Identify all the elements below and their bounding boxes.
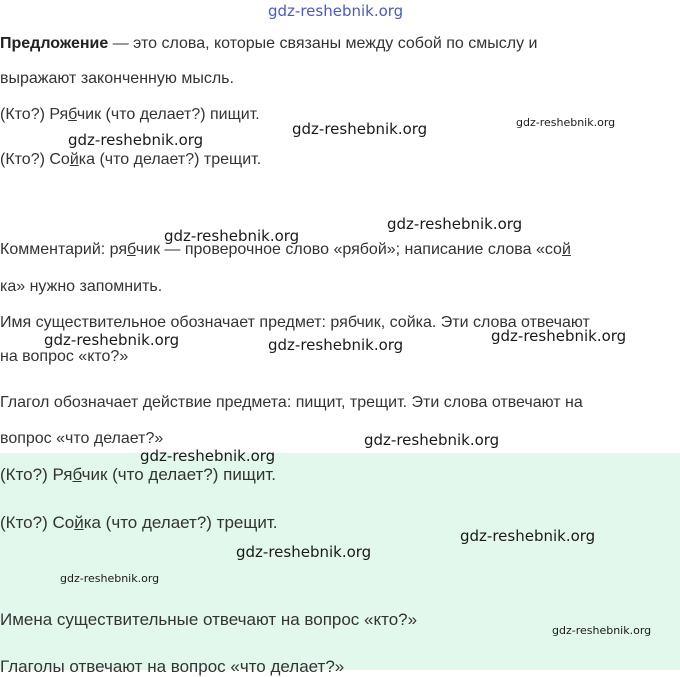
verb-paragraph-line-1: Глагол обозначает действие предмета: пищит, трещит. Эти слова отвечают на <box>0 394 583 411</box>
underlined-letter: й <box>74 513 84 532</box>
underlined-letter: й <box>69 151 79 168</box>
watermark: gdz-reshebnik.org <box>364 431 500 449</box>
watermark: gdz-reshebnik.org <box>460 527 596 545</box>
watermark: gdz-reshebnik.org <box>140 447 276 465</box>
answer-text: ка (что делает?) трещит. <box>83 513 278 532</box>
watermark: gdz-reshebnik.org <box>516 116 616 129</box>
term-sentence: Предложение <box>0 35 109 52</box>
noun-paragraph-line-1: Имя существительное обозначает предмет: рябчик, сойка. Эти слова отвечают <box>0 314 590 331</box>
underlined-letter: б <box>68 106 77 123</box>
underlined-letter: б <box>72 465 82 484</box>
answer-text: чик (что делает?) пищит. <box>81 465 276 484</box>
underlined-letter: б <box>127 241 136 258</box>
watermark: gdz-reshebnik.org <box>268 336 404 354</box>
comment-line-2: ка» нужно запомнить. <box>0 278 163 295</box>
watermark: gdz-reshebnik.org <box>292 120 428 138</box>
watermark-top: gdz-reshebnik.org <box>268 2 404 20</box>
example-text: (Кто?) Со <box>0 151 70 168</box>
definition-line-1 <box>0 34 537 54</box>
example-sentence-2 <box>0 150 261 170</box>
watermark: gdz-reshebnik.org <box>68 131 204 149</box>
watermark: gdz-reshebnik.org <box>387 215 523 233</box>
definition-line-2: выражают законченную мысль. <box>0 70 234 87</box>
watermark: gdz-reshebnik.org <box>491 327 627 345</box>
comment-text: Комментарий: ря <box>0 241 128 258</box>
watermark: gdz-reshebnik.org <box>552 624 652 637</box>
verb-paragraph-line-2: вопрос «что делает?» <box>0 430 164 447</box>
example-text: ка (что делает?) трещит. <box>78 151 262 168</box>
example-text: чик (что делает?) пищит. <box>76 106 260 123</box>
answer-text: (Кто?) Со <box>0 513 75 532</box>
watermark: gdz-reshebnik.org <box>164 227 300 245</box>
watermark: gdz-reshebnik.org <box>236 543 372 561</box>
answer-box <box>0 453 680 676</box>
example-text: (Кто?) Ря <box>0 106 69 123</box>
answer-verbs-note: Глаголы отвечают на вопрос «что делает?» <box>0 657 345 676</box>
watermark: gdz-reshebnik.org <box>60 572 160 585</box>
answer-example-1 <box>0 465 276 485</box>
answer-text: (Кто?) Ря <box>0 465 73 484</box>
answer-example-2 <box>0 513 277 533</box>
comment-text: чик — проверочное слово «рябой»; написание слова «со <box>135 241 562 258</box>
underlined-letter: й <box>561 241 571 258</box>
answer-nouns-note: Имена существительные отвечают на вопрос «кто?» <box>0 610 418 629</box>
noun-paragraph-line-2: на вопрос «кто?» <box>0 348 129 365</box>
definition-text: — это слова, которые связаны между собой по смыслу и <box>108 35 538 52</box>
watermark: gdz-reshebnik.org <box>44 331 180 349</box>
example-sentence-1 <box>0 105 260 125</box>
